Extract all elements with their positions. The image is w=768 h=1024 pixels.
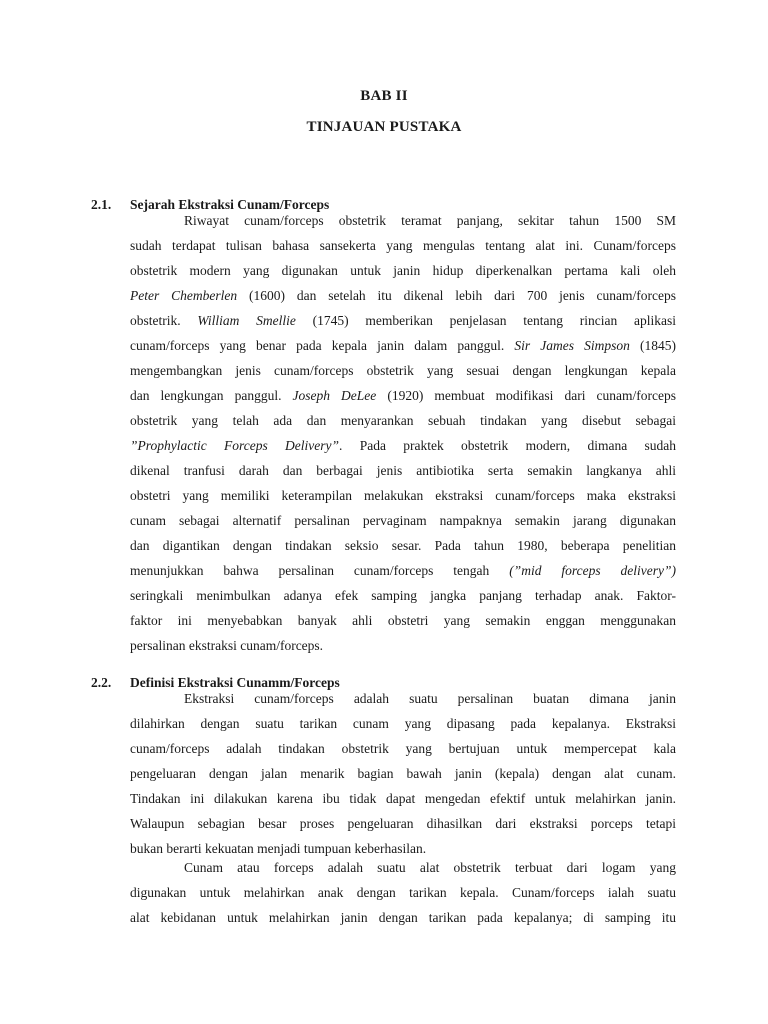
paragraph-line [130, 338, 676, 354]
section-title: Sejarah Ekstraksi Cunam/Forceps [130, 197, 330, 212]
paragraph-line [130, 563, 676, 579]
section-title: Definisi Ekstraksi Cunamm/Forceps [130, 675, 340, 690]
line-text: . Pada praktek obstetrik modern, dimana sudah [339, 438, 676, 453]
paragraph-line: sudah terdapat tulisan bahasa sansekerta yang mengulas tentang alat ini. Cunam/forceps [130, 238, 676, 253]
paragraph-line: dilahirkan dengan suatu tarikan cunam yang dipasang pada kepalanya. Ekstraksi [130, 716, 676, 731]
paragraph-line: dikenal tranfusi darah dan berbagai jenis antibiotika serta semakin langkanya ahli [130, 463, 676, 478]
chapter-title: TINJAUAN PUSTAKA [306, 119, 462, 135]
line-text: obstetrik. [130, 313, 198, 328]
line-text: dan lengkungan panggul. [130, 388, 293, 403]
person-name: Peter Chemberlen [130, 288, 238, 303]
section-heading-2-2 [91, 675, 340, 691]
line-text: (1920) membuat modifikasi dari cunam/forceps [376, 388, 676, 403]
person-name: Joseph DeLee [292, 388, 377, 403]
paragraph-line: bukan berarti kekuatan menjadi tumpuan keberhasilan. [130, 841, 427, 856]
paragraph-line [130, 388, 676, 404]
paragraph-line: cunam sebagai alternatif persalinan pervaginam nampaknya semakin jarang digunakan [130, 513, 676, 528]
paragraph-line: obstetrik yang telah ada dan menyarankan sebuah tindakan yang disebut sebagai [130, 413, 676, 428]
paragraph-line: Cunam atau forceps adalah suatu alat obstetrik terbuat dari logam yang [184, 860, 676, 875]
person-name: Sir James Simpson [514, 338, 630, 353]
paragraph-line: obstetri yang memiliki keterampilan melakukan ekstraksi cunam/forceps maka ekstraksi [130, 488, 676, 503]
section-heading-2-1 [91, 197, 329, 213]
paragraph-line: dan digantikan dengan tindakan seksio sesar. Pada tahun 1980, beberapa penelitian [130, 538, 676, 553]
line-text: (1745) memberikan penjelasan tentang rincian aplikasi [295, 313, 676, 328]
quoted-term: (”mid forceps delivery”) [509, 563, 676, 578]
paragraph-line [130, 313, 676, 329]
line-text: (1600) dan setelah itu dikenal lebih dari 700 jenis cunam/forceps [237, 288, 676, 303]
quoted-term: ”Prophylactic Forceps Delivery” [130, 438, 340, 453]
paragraph-line: Riwayat cunam/forceps obstetrik teramat panjang, sekitar tahun 1500 SM [184, 213, 676, 228]
line-text: (1845) [629, 338, 676, 353]
paragraph-line [130, 438, 676, 454]
paragraph-line: alat kebidanan untuk melahirkan janin dengan tarikan pada kepalanya; di samping itu [130, 910, 676, 925]
paragraph-line: pengeluaran dengan jalan menarik bagian bawah janin (kepala) dengan alat cunam. [130, 766, 676, 781]
paragraph-line: digunakan untuk melahirkan anak dengan tarikan kepala. Cunam/forceps ialah suatu [130, 885, 676, 900]
paragraph-line: mengembangkan jenis cunam/forceps obstetrik yang sesuai dengan lengkungan kepala [130, 363, 676, 378]
section-number: 2.1. [91, 197, 112, 212]
paragraph-line [130, 288, 676, 304]
section-number: 2.2. [91, 675, 112, 690]
paragraph-line: faktor ini menyebabkan banyak ahli obstetri yang semakin enggan menggunakan [130, 613, 676, 628]
paragraph-line: persalinan ekstraksi cunam/forceps. [130, 638, 324, 653]
paragraph-line: obstetrik modern yang digunakan untuk janin hidup diperkenalkan pertama kali oleh [130, 263, 676, 278]
person-name: William Smellie [197, 313, 296, 328]
paragraph-line: seringkali menimbulkan adanya efek samping jangka panjang terhadap anak. Faktor- [130, 588, 676, 603]
paragraph-line: Tindakan ini dilakukan karena ibu tidak dapat mengedan efektif untuk melahirkan janin. [130, 791, 676, 806]
paragraph-line: cunam/forceps adalah tindakan obstetrik yang bertujuan untuk mempercepat kala [130, 741, 676, 756]
line-text: cunam/forceps yang benar pada kepala janin dalam panggul. [130, 338, 515, 353]
paragraph-line: Ekstraksi cunam/forceps adalah suatu persalinan buatan dimana janin [184, 691, 676, 706]
chapter-number: BAB II [360, 88, 408, 104]
line-text: menunjukkan bahwa persalinan cunam/forceps tengah [130, 563, 510, 578]
paragraph-line: Walaupun sebagian besar proses pengeluaran dihasilkan dari ekstraksi porceps tetapi [130, 816, 676, 831]
